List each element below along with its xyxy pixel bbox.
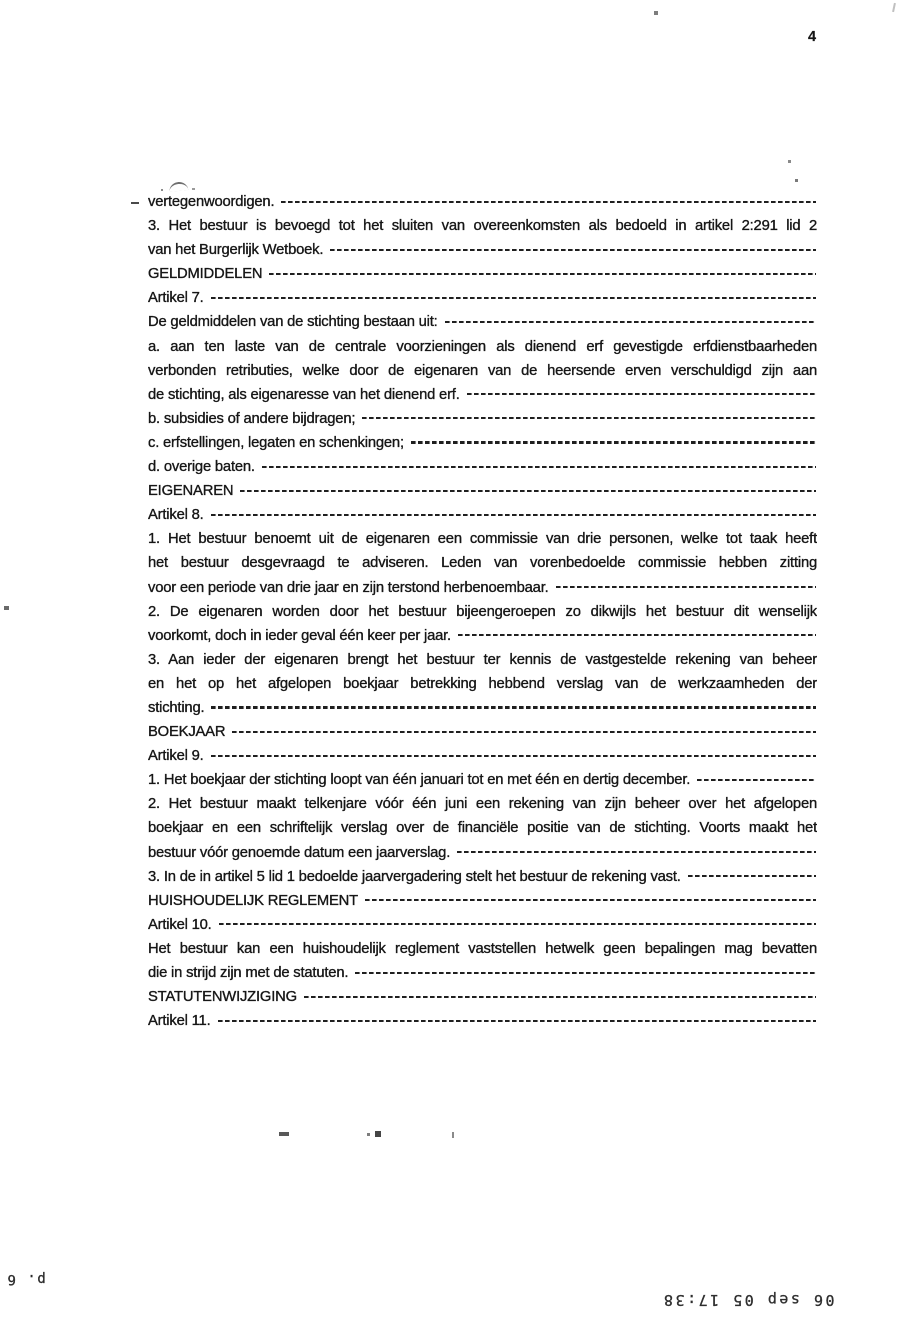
- text-line: [148, 720, 817, 744]
- line-text: HUISHOUDELIJK REGLEMENT: [148, 892, 358, 909]
- dash-filler: [411, 431, 817, 455]
- text-block: [148, 190, 817, 1033]
- line-text: voorkomt, doch in ieder geval één keer per jaar.: [148, 627, 451, 644]
- fax-page-stamp: p. 6: [6, 1271, 46, 1287]
- text-line: [148, 985, 817, 1009]
- line-text: Artikel 8.: [148, 507, 204, 524]
- page-number: 4: [808, 29, 817, 45]
- scan-noise-dot: [4, 606, 9, 610]
- dash-filler: [211, 696, 817, 720]
- line-text: 1. Het boekjaar der stichting loopt van één januari tot en met één en dertig december.: [148, 772, 691, 789]
- line-text: Artikel 11.: [148, 1013, 211, 1030]
- dash-filler: [362, 407, 817, 431]
- text-line: [148, 262, 817, 286]
- dash-filler: [445, 310, 817, 334]
- dash-filler: [304, 985, 817, 1009]
- text-line: [148, 431, 817, 455]
- dash-filler: [556, 576, 817, 600]
- line-text: die in strijd zijn met de statuten.: [148, 965, 349, 981]
- line-text: 3. In de in artikel 5 lid 1 bedoelde jaarvergadering stelt het bestuur de rekening vast.: [148, 868, 681, 885]
- text-line: 3. Het bestuur is bevoegd tot het sluiten van overeenkomsten als bedoeld in artikel 2:291 lid 2: [148, 218, 817, 235]
- dash-filler: [457, 841, 817, 865]
- line-text: van het Burgerlijk Wetboek.: [148, 242, 324, 259]
- scan-noise-dash: [131, 202, 139, 204]
- dash-filler: [330, 238, 817, 262]
- text-line: en het op het afgelopen boekjaar betrekking hebbend verslag van de werkzaamheden der: [148, 675, 817, 692]
- line-text: STATUTENWIJZIGING: [148, 989, 297, 1006]
- text-line: [148, 961, 817, 985]
- dash-filler: [269, 262, 817, 286]
- text-line: [148, 455, 817, 479]
- scan-noise-dot: [452, 1132, 454, 1138]
- line-text: bestuur vóór genoemde datum een jaarverslag.: [148, 844, 451, 861]
- dash-filler: [219, 913, 817, 937]
- line-text: vertegenwoordigen.: [148, 194, 275, 210]
- text-line: 3. Aan ieder der eigenaren brengt het bestuur ter kennis de vastgestelde rekening van beheer: [148, 651, 817, 668]
- text-line: [148, 286, 817, 310]
- text-line: [148, 576, 817, 600]
- dash-filler: [218, 1009, 818, 1033]
- text-line: [148, 889, 817, 913]
- text-line: [148, 696, 817, 720]
- text-line: 2. De eigenaren worden door het bestuur bijeengeroepen zo dikwijls het bestuur dit wenselijk: [148, 603, 817, 620]
- line-text: BOEKJAAR: [148, 724, 226, 741]
- line-text: De geldmiddelen van de stichting bestaan uit:: [148, 314, 438, 331]
- dash-filler: [355, 961, 817, 985]
- line-text: GELDMIDDELEN: [148, 266, 263, 283]
- scan-noise-dot: [795, 179, 798, 182]
- scan-noise-mark: [892, 3, 896, 12]
- line-text: EIGENAREN: [148, 483, 234, 500]
- dash-filler: [467, 383, 817, 407]
- dash-filler: [458, 624, 817, 648]
- dash-filler: [211, 503, 817, 527]
- dash-filler: [211, 744, 817, 768]
- line-text: b. subsidies of andere bijdragen;: [148, 410, 356, 427]
- scan-noise-dot: [788, 160, 791, 163]
- text-line: Het bestuur kan een huishoudelijk reglement vaststellen hetwelk geen bepalingen mag bevatten: [148, 940, 817, 957]
- scan-noise-mark: [279, 1132, 289, 1136]
- text-line: [148, 841, 817, 865]
- line-text: stichting.: [148, 699, 205, 716]
- text-line: [148, 479, 817, 503]
- text-line: [148, 238, 817, 262]
- text-line: [148, 865, 817, 889]
- text-line: 1. Het bestuur benoemt uit de eigenaren een commissie van drie personen, welke tot taak heeft: [148, 531, 817, 548]
- text-line: boekjaar en een schriftelijk verslag over de financiële positie van de stichting. Voorts maakt het: [148, 820, 817, 837]
- text-line: [148, 407, 817, 431]
- scan-noise-mark: [375, 1131, 381, 1137]
- text-line: [148, 768, 817, 792]
- text-line: [148, 744, 817, 768]
- text-line: [148, 190, 817, 214]
- dash-filler: [240, 479, 817, 503]
- line-text: d. overige baten.: [148, 459, 255, 476]
- line-text: voor een periode van drie jaar en zijn terstond herbenoembaar.: [148, 579, 549, 596]
- text-line: het bestuur desgevraagd te adviseren. Leden van vorenbedoelde commissie hebben zitting: [148, 555, 817, 572]
- fax-timestamp: 06 sep 05 17:38: [661, 1291, 835, 1309]
- text-line: a. aan ten laste van de centrale voorzieningen als dienend erf gevestigde erfdienstbaarheden: [148, 338, 817, 355]
- dash-filler: [232, 720, 817, 744]
- line-text: Artikel 7.: [148, 290, 204, 307]
- line-text: Artikel 9.: [148, 748, 204, 765]
- dash-filler: [262, 455, 817, 479]
- dash-filler: [365, 889, 817, 913]
- scan-noise-dot: [367, 1133, 370, 1136]
- dash-filler: [281, 190, 817, 214]
- text-line: verbonden retributies, welke door de eigenaren van de heersende erven verschuldigd zijn aan: [148, 362, 817, 379]
- line-text: c. erfstellingen, legaten en schenkingen;: [148, 434, 404, 451]
- text-line: [148, 503, 817, 527]
- scan-noise-dot: [654, 11, 658, 15]
- text-line: [148, 383, 817, 407]
- line-text: Artikel 10.: [148, 916, 212, 933]
- text-line: [148, 624, 817, 648]
- text-line: 2. Het bestuur maakt telkenjare vóór één juni een rekening van zijn beheer over het afgelopen: [148, 796, 817, 813]
- dash-filler: [211, 286, 817, 310]
- text-line: [148, 1009, 817, 1033]
- line-text: de stichting, als eigenaresse van het dienend erf.: [148, 386, 460, 403]
- dash-filler: [697, 768, 817, 792]
- text-line: [148, 913, 817, 937]
- text-line: [148, 310, 817, 334]
- dash-filler: [688, 865, 817, 889]
